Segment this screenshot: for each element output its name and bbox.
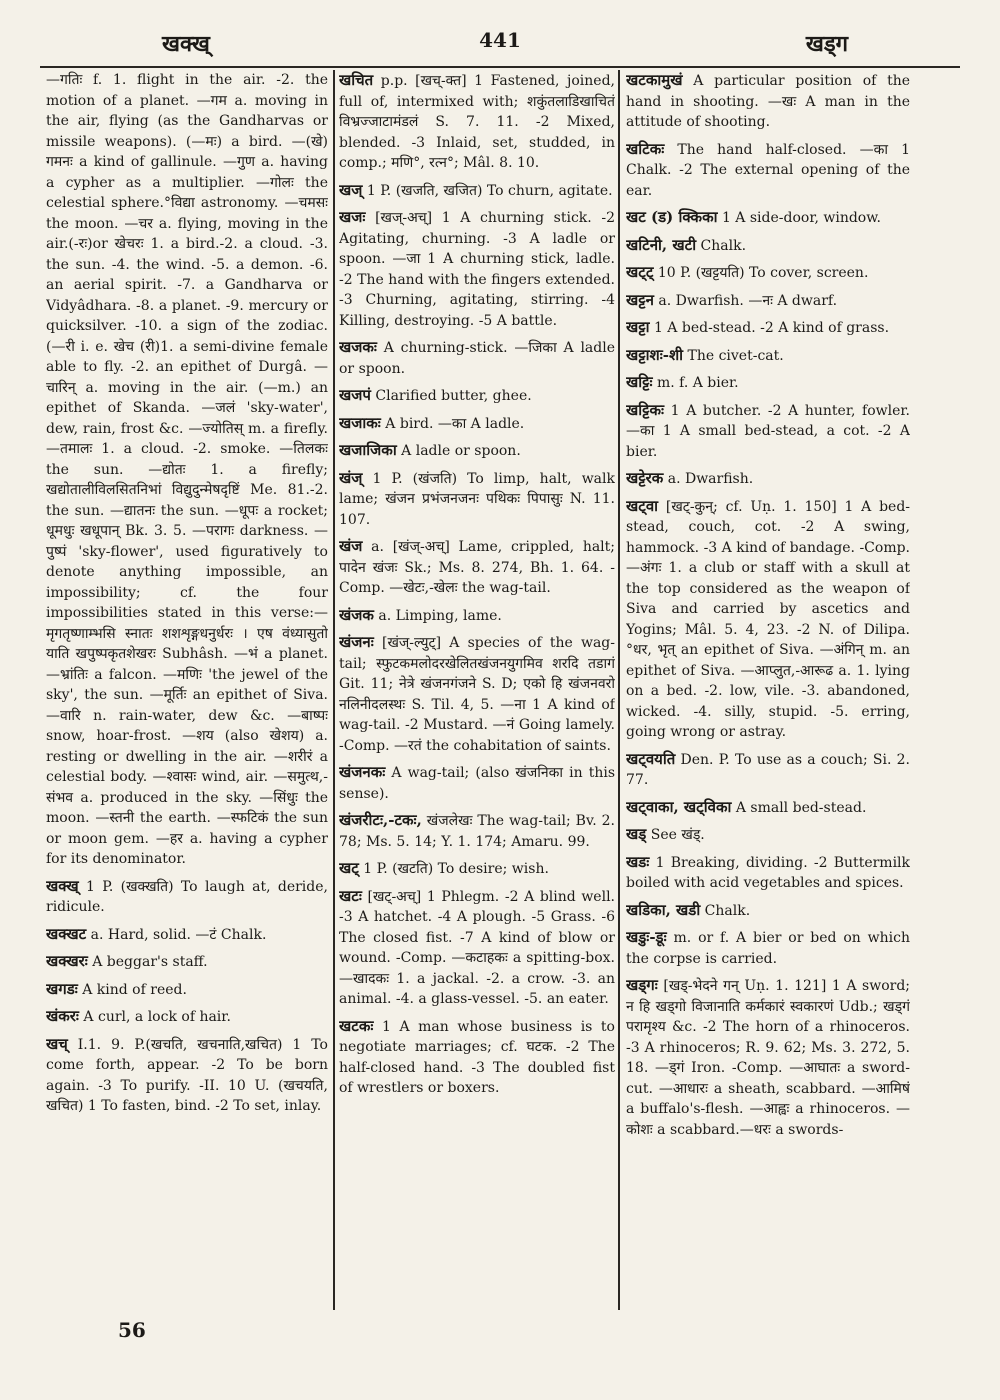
dictionary-entry [626,290,910,312]
entry-headword: खक्ख् [46,876,79,895]
entry-definition: [खंज्-ल्युट्] A species of the wag-tail; स्फुटकमलोदरखेलितखंजनयुगमिव शरदि तडागं Git. 11; नेत्रे खंजनगंजने S. D; एको हि खंजनवरो नलिनीदलस्थः S. Til. 4, 5. —ना 1 A kind of wag-tail. -2 Mustard. —नं Going lamely. -Comp. —रतं the cohabitation of saints. [339,635,615,754]
column-1 [46,70,328,1312]
dictionary-entry [626,345,910,367]
dictionary-entry [46,979,328,1001]
entry-headword: खट्टाशः-शी [626,345,684,364]
dictionary-entry [46,876,328,918]
entry-definition: [खज्-अच्] 1 A churning stick. -2 Agitating, churning. -3 A ladle or spoon. —जा 1 A churning stick, ladle. -2 The hand with the fingers extended. -3 Churning, agitating, stirring. -4 Killing, destroying. -5 A battle. [339,210,615,329]
entry-headword: खंजनः [339,633,374,651]
entry-definition: 1 A man whose business is to negotiate marriages; cf. घटक. -2 The half-closed hand. -3 The doubled fist of wrestlers or boxers. [339,1018,615,1096]
entry-definition: 1 A bed-stead. -2 A kind of grass. [653,320,890,336]
dictionary-entry [626,70,910,133]
running-head-right: खड्ग [805,31,848,57]
entry-definition: The civet-cat. [687,347,784,364]
entry-headword: खटिकः [626,139,665,158]
entry-headword: खटकः [339,1016,374,1035]
entry-definition: a. [खंज्-अच्] Lame, crippled, halt; पादेन खंजः Sk.; Ms. 8. 274, Bh. 1. 64. -Comp. —खेटः,-खेलः the wag-tail. [339,539,615,596]
dictionary-entry [626,975,910,1140]
entry-headword: खट्ट् [626,263,654,281]
dictionary-entry [626,468,910,490]
dictionary-entry [46,1034,328,1117]
entry-definition: a. Limping, lame. [378,607,502,624]
column-3 [626,70,910,1312]
entry-definition: Clarified butter, ghee. [375,388,532,404]
entry-definition: See खंड्. [650,827,705,843]
dictionary-entry [626,824,910,846]
entry-headword: खडः [626,852,650,871]
entry-headword: खट्वयति [626,749,676,768]
dictionary-entry [339,810,615,852]
entry-definition: —गतिः f. 1. flight in the air. -2. the motion of a planet. —गम a. moving in the air, flying (as the Gandharvas or missile weapons). (—मः) a bird. —(खे) गमनः a kind of gallinule. —गुण a. having a cypher as a multiplier. —गोलः the celestial sphere.°विद्या astronomy. —चमसः the moon. —चर a. flying, moving in the air.(-रः)or खेचरः 1. a bird.-2. a cloud. -3. the sun. -4. the wind. -5. a demon. -6. an aerial spirit. -7. a Gandharva or Vidyâdhara. -8. a planet. -9. mercury or quicksilver. -10. a sign of the zodiac. (—री i. e. खेच (री)1. a semi-divine female able to fly. -2. an epithet of Durgâ. —चारिन् a. moving in the air. (—m.) an epithet of Skanda. —जलं 'sky-water', dew, rain, frost &c. —ज्योतिस् m. a firefly. —तमालः 1. a cloud. -2. smoke. —तिलकः the sun. —द्योतः 1. a firefly; खद्योतालीविलसितनिभां विद्युदुन्मेषदृष्टिं Me. 81.-2. the sun. —द्यातनः the sun. —धूपः a rocket; धूमधुः खधूपान् Bk. 3. 5. —परागः darkness. —पुष्पं 'sky-flower', used figuratively to denote anything impossible, an impossibility; cf. the four impossibilities stated in this verse:— मृगतृष्णाम्भसि स्नातः शशशृङ्गधनुर्धरः । एष वंध्यासुतो याति खपुष्पकृतशेखरः Subhâsh. —भं a planet. —भ्रांतिः a falcon. —मणिः 'the jewel of the sky', the sun. —मूर्तिः an epithet of Siva. —वारि n. rain-water, dew &c. —बाष्पः snow, hoar-frost. —शय (also खेशय) a. resting or dwelling in the air. —शरीरं a celestial body. —श्वासः wind, air. —समुत्थ,-संभव a. produced in the sky. —सिंधुः the moon. —स्तनी the earth. —स्फटिकं the sun or moon gem. —हर a. having a cypher for its denominator. [46,72,328,867]
entry-definition: A kind of reed. [82,981,187,998]
entry-definition: [खट्-अच्] 1 Phlegm. -2 A blind well. -3 A hatchet. -4 A plough. -5 Grass. -6 The closed fist. -7 A kind of blow or wound. -Comp. —कटाहकः a spitting-box. —खादकः 1. a jackal. -2. a crow. -3. an animal. -4. a glass-vessel. -5. an eater. [339,888,615,1007]
dictionary-entry [626,852,910,894]
entry-definition: m. or f. A bier or bed on which the corpse is carried. [626,930,910,967]
dictionary-entry [339,337,615,379]
entry-headword: खजः [339,208,366,226]
entry-definition: A bird. —का A ladle. [385,415,525,432]
entry-definition: 1 A butcher. -2 A hunter, fowler. —का 1 A small bed-stead, a cot. -2 A bier. [626,402,910,460]
dictionary-entry [46,951,328,973]
header-rule [40,66,960,68]
dictionary-entry [339,632,615,756]
dictionary-entry [626,207,910,229]
dictionary-entry [339,385,615,407]
dictionary-entry [626,400,910,463]
entry-definition: [खड्-भेदने गन् Uṇ. 1. 121] 1 A sword; न हि खड्गो विजानाति कर्मकारं स्वकारणं Udb.; खड्गं परामृश्य &c. -2 The horn of a rhinoceros. -3 A rhinoceros; R. 9. 62; Ms. 3. 272, 5. 18. —ड्गं Iron. -Comp. —आघातः a sword-cut. —आधारः a sheath, scabbard. —आमिषं a buffalo's-flesh. —आह्वः a rhinoceros. —कोशः a scabbard.—धरः a swords- [626,978,910,1138]
entry-definition: A curl, a lock of hair. [83,1009,231,1025]
entry-definition: a. Hard, solid. —टं Chalk. [90,926,267,943]
entry-headword: खजाजिका [339,441,397,459]
dictionary-entry [626,317,910,339]
entry-headword: खटकामुखं [626,71,683,89]
entry-headword: खटिनी, खटी [626,235,697,254]
entry-definition: खंजलेखः The wag-tail; Bv. 2. 78; Ms. 5. 14; Y. 1. 174; Amaru. 99. [339,813,615,850]
entry-definition: 1 P. (खंजति) To limp, halt, walk lame; खंजन प्रभंजनजनः पथिकः पिपासुः N. 11. 107. [339,470,615,528]
entry-headword: खडिका, खडी [626,900,701,919]
entry-headword: खंजक [339,605,374,624]
page-number: 441 [479,28,521,52]
dictionary-entry [626,372,910,394]
entry-headword: खंजरीटः,-टकः, [339,811,422,829]
entry-definition: Chalk. [704,902,751,919]
entry-headword: खट्टिः [626,373,653,391]
entry-definition: a. Dwarfish. —नः A dwarf. [658,292,838,309]
entry-headword: खजपं [339,386,371,404]
entry-headword: खट्टन [626,290,654,309]
dictionary-entry [46,1006,328,1028]
entry-headword: खट्टा [626,318,650,336]
dictionary-entry [339,468,615,531]
entry-headword: खट् [339,859,359,877]
entry-headword: खक्खरः [46,952,88,970]
dictionary-entry [339,605,615,627]
entry-headword: खड्गः [626,976,658,994]
entry-definition: 1 Breaking, dividing. -2 Buttermilk boiled with acid vegetables and spices. [626,854,910,891]
entry-definition: m. f. A bier. [656,375,739,391]
entry-headword: खगडः [46,979,78,998]
dictionary-entry [626,797,910,819]
entry-headword: खट्टेरक [626,469,664,487]
entry-definition: [खट्-कुन्; cf. Uṇ. 1. 150] 1 A bed-stead, couch, cot. -2 A swing, hammock. -3 A kind of bandage. -Comp. —अंगः 1. a club or staff with a skull at the top considered as the weapon of Siva and carried by ascetics and Yogins; Mâl. 5. 4, 23. -2 N. of Dilipa. °धर, भृत् an epithet of Siva. —अंगिन् m. an epithet of Siva. —आप्लुत,-आरूढ a. 1. lying on a bed. -2. low, vile. -3. abandoned, wicked. -4. silly, stupid. -5. erring, going wrong or astray. [626,498,910,740]
entry-headword: खट्वाका, खट्विका [626,797,732,816]
entry-definition: A particular position of the hand in shooting. —खः A man in the attitude of shooting. [626,73,910,130]
dictionary-entry [626,496,910,743]
dictionary-entry [339,762,615,804]
dictionary-entry [339,536,615,599]
entry-definition: Den. P. To use as a couch; Si. 2. 77. [626,751,910,788]
entry-headword: खजाकः [339,413,381,432]
dictionary-entry [339,180,615,202]
signature-mark: 56 [118,1318,146,1342]
column-divider [333,70,335,1310]
dictionary-entry [626,262,910,284]
entry-headword: खंज् [339,468,363,487]
entry-definition: A churning-stick. —जिका A ladle or spoon. [339,340,615,377]
entry-headword: खट्टिकः [626,400,665,419]
entry-headword: खज् [339,180,363,199]
dictionary-entry [46,70,328,870]
entry-headword: खडुः-डूः [626,928,667,946]
entry-headword: खंकरः [46,1007,79,1025]
dictionary-entry [339,413,615,435]
column-2 [339,70,615,1312]
entry-headword: खंज [339,537,363,555]
dictionary-entry [339,207,615,331]
dictionary-entry [46,924,328,946]
entry-definition: 1 A side-door, window. [721,210,882,226]
dictionary-entry [339,886,615,1010]
entry-definition: A wag-tail; (also खंजनिका in this sense). [339,765,615,802]
entry-definition: A ladle or spoon. [401,443,521,459]
entry-headword: खट (ड) क्किका [626,208,718,226]
entry-definition: A small bed-stead. [735,799,867,816]
running-head-left: खक्ख् [162,31,210,57]
dictionary-entry [339,1016,615,1099]
entry-definition: I.1. 9. P.(खचति, खचनाति,खचित) 1 To come forth, appear. -2 To be born again. -3 To purify. -II. 10 U. (खचयति, खचित) 1 To fasten, bind. -2 To set, inlay. [46,1036,328,1114]
dictionary-entry [626,139,910,202]
entry-headword: खंजनकः [339,763,386,781]
column-divider [618,70,620,1310]
entry-headword: खजकः [339,338,377,356]
dictionary-entry [339,70,615,174]
entry-headword: खक्खट [46,924,87,943]
dictionary-entry [626,235,910,257]
entry-definition: Chalk. [700,237,747,254]
dictionary-entry [339,440,615,462]
entry-definition: p.p. [खच्-क्त] 1 Fastened, joined, full of, intermixed with; शकुंतलाडिखाचितं विभ्रज्जाटामंडलं S. 7. 11. -2 Mixed, blended. -3 Inlaid, set, studded, in comp.; मणि°, रत्न°; Mâl. 8. 10. [339,73,615,171]
entry-definition: 1 P. (खक्खति) To laugh at, deride, ridicule. [46,878,328,915]
dictionary-entry [626,900,910,922]
entry-headword: खट्वा [626,496,659,515]
entry-definition: The hand half-closed. —का 1 Chalk. -2 The external opening of the ear. [626,141,910,199]
entry-definition: 1 P. (खटति) To desire; wish. [363,861,549,877]
entry-headword: खच् [46,1034,68,1053]
dictionary-entry [339,858,615,880]
entry-headword: खचित [339,71,374,89]
dictionary-entry [626,927,910,969]
entry-headword: खटः [339,886,362,905]
entry-headword: खड् [626,825,647,843]
entry-definition: 10 P. (खट्टयति) To cover, screen. [657,265,869,281]
entry-definition: 1 P. (खजति, खजित) To churn, agitate. [366,182,613,199]
dictionary-entry [626,749,910,791]
entry-definition: A beggar's staff. [92,954,208,970]
entry-definition: a. Dwarfish. [667,471,754,487]
